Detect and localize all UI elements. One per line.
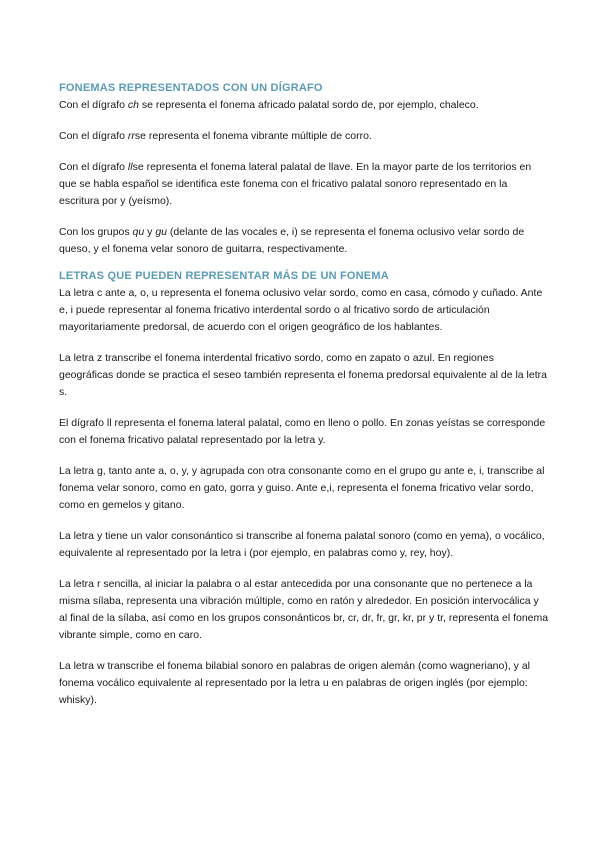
text-run: Con los grupos — [59, 226, 133, 238]
document-page — [59, 80, 549, 709]
text-run: se representa el fonema vibrante múltiple de corro. — [134, 130, 372, 142]
text-run: (delante de las vocales e, i) se representa el fonema oclusivo velar sordo de queso, y el fonema velar sonoro de guitarra, respectivamente. — [59, 226, 525, 255]
paragraph-letra-z: La letra z transcribe el fonema interdental fricativo sordo, como en zapato o azul. En regiones geográficas donde se practica el seseo también representa el fonema predorsal equivalente al de la letra s. — [59, 352, 547, 398]
italic-term: ch — [127, 99, 139, 111]
text-run: se representa el fonema lateral palatal de llave. En la mayor parte de los territorios en que se habla español se identifica este fonema con el fricativo palatal sonoro representado en la escritura por y (yeísmo). — [59, 161, 532, 207]
italic-term: gu — [155, 226, 168, 238]
section-heading-digrafos: FONEMAS REPRESENTADOS CON UN DÍGRAFO — [59, 82, 323, 94]
paragraph-letra-g: La letra g, tanto ante a, o, y, y agrupada con otra consonante como en el grupo gu ante e, i, transcribe al fonema velar sonoro, como en gato, gorra y guiso. Ante e,i, representa el fonema fricativo velar sordo, como en gemelos y gitano. — [59, 465, 545, 511]
paragraph-digrafo-ll: El dígrafo ll representa el fonema lateral palatal, como en lleno o pollo. En zonas yeístas se corresponde con el fonema fricativo palatal representado por la letra y. — [59, 417, 546, 446]
paragraph-rr — [59, 128, 549, 145]
paragraph-letra-c: La letra c ante a, o, u representa el fonema oclusivo velar sordo, como en casa, cómodo y cuñado. Ante e, i puede representar al fonema fricativo interdental sordo o al fricativo sordo de articulación mayoritariamente predorsal, de acuerdo con el origen geográfico de los hablantes. — [59, 287, 543, 333]
paragraph-qu-gu — [59, 224, 549, 258]
text-run: se representa el fonema africado palatal sordo de, por ejemplo, chaleco. — [138, 99, 479, 111]
section-heading-letras: LETRAS QUE PUEDEN REPRESENTAR MÁS DE UN FONEMA — [59, 270, 389, 282]
paragraph-letra-r: La letra r sencilla, al iniciar la palabra o al estar antecedida por una consonante que no pertenece a la misma sílaba, representa una vibración múltiple, como en ratón y alrededor. En posición intervocálica y al final de la sílaba, así como en los grupos consonánticos br, cr, dr, fr, gr, kr, pr y tr, representa el fonema vibrante simple, como en caro. — [59, 578, 549, 641]
italic-term: rr — [127, 130, 135, 142]
italic-term: ll — [127, 161, 133, 173]
paragraph-letra-w: La letra w transcribe el fonema bilabial sonoro en palabras de origen alemán (como wagneriano), y al fonema vocálico equivalente al representado por la letra u en palabras de origen inglés (por ejemplo: whisky). — [59, 660, 531, 706]
text-run: Con el dígrafo — [59, 99, 128, 111]
text-run: Con el dígrafo — [59, 130, 128, 142]
text-run: Con el dígrafo — [59, 161, 128, 173]
italic-term: qu — [132, 226, 145, 238]
paragraph-letra-y: La letra y tiene un valor consonántico si transcribe al fonema palatal sonoro (como en yema), o vocálico, equivalente al representado por la letra i (por ejemplo, en palabras como y, rey, hoy). — [59, 530, 545, 559]
paragraph-ll — [59, 159, 549, 210]
paragraph-ch — [59, 97, 549, 114]
text-run: y — [144, 226, 156, 238]
